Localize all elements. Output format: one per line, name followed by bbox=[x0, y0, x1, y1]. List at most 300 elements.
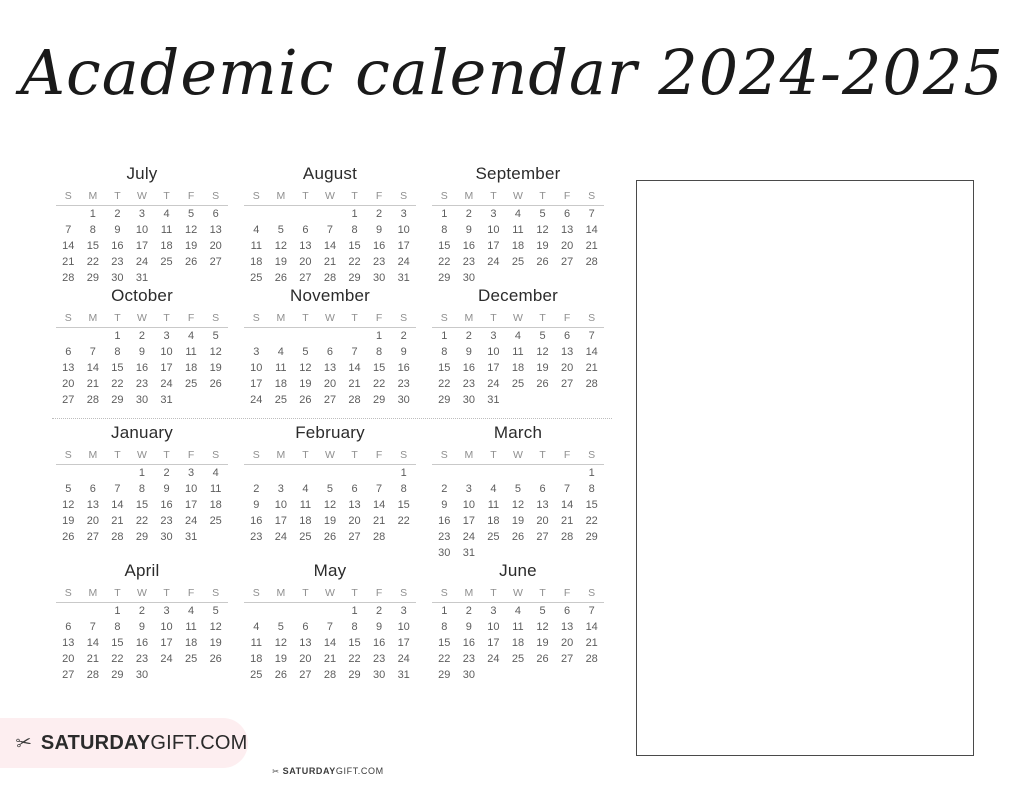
day-cell[interactable]: 28 bbox=[348, 394, 361, 406]
day-cell[interactable]: 11 bbox=[250, 240, 262, 252]
day-cell[interactable]: 8 bbox=[376, 346, 383, 358]
day-cell[interactable]: 20 bbox=[560, 362, 574, 374]
day-cell[interactable]: 19 bbox=[511, 515, 525, 527]
day-cell[interactable]: 2 bbox=[253, 483, 260, 495]
day-cell[interactable]: 19 bbox=[274, 653, 287, 665]
day-cell[interactable]: 31 bbox=[462, 547, 475, 559]
day-cell[interactable]: 22 bbox=[111, 378, 124, 390]
day-cell[interactable]: 27 bbox=[560, 256, 574, 268]
day-cell[interactable]: 26 bbox=[274, 272, 287, 284]
day-cell[interactable]: 18 bbox=[487, 515, 500, 527]
day-cell[interactable]: 25 bbox=[274, 394, 287, 406]
day-cell[interactable]: 24 bbox=[274, 531, 287, 543]
day-cell[interactable]: 20 bbox=[62, 378, 75, 390]
day-cell[interactable]: 9 bbox=[376, 621, 383, 633]
day-cell[interactable]: 21 bbox=[323, 653, 337, 665]
day-cell[interactable]: 7 bbox=[326, 224, 334, 236]
day-cell[interactable]: 2 bbox=[400, 330, 407, 342]
day-cell[interactable]: 22 bbox=[348, 653, 361, 665]
day-cell[interactable]: 9 bbox=[253, 499, 260, 511]
day-cell[interactable]: 19 bbox=[536, 240, 549, 252]
day-cell[interactable]: 2 bbox=[376, 605, 383, 617]
day-cell[interactable]: 26 bbox=[274, 669, 287, 681]
day-cell[interactable]: 11 bbox=[487, 499, 500, 511]
day-cell[interactable]: 4 bbox=[514, 605, 522, 617]
day-cell[interactable]: 17 bbox=[160, 362, 173, 374]
day-cell[interactable]: 22 bbox=[438, 378, 451, 390]
day-cell[interactable]: 3 bbox=[163, 330, 170, 342]
day-cell[interactable]: 11 bbox=[160, 224, 173, 236]
day-cell[interactable]: 25 bbox=[250, 669, 263, 681]
day-cell[interactable]: 29 bbox=[111, 669, 124, 681]
day-cell[interactable]: 22 bbox=[438, 653, 451, 665]
day-cell[interactable]: 4 bbox=[253, 224, 260, 236]
day-cell[interactable]: 7 bbox=[326, 621, 334, 633]
day-cell[interactable]: 19 bbox=[536, 362, 549, 374]
day-cell[interactable]: 8 bbox=[441, 224, 448, 236]
day-cell[interactable]: 16 bbox=[372, 240, 386, 252]
day-cell[interactable]: 24 bbox=[160, 378, 173, 390]
day-cell[interactable]: 17 bbox=[487, 362, 500, 374]
day-cell[interactable]: 11 bbox=[250, 637, 262, 649]
day-cell[interactable]: 19 bbox=[62, 515, 75, 527]
day-cell[interactable]: 18 bbox=[184, 637, 198, 649]
day-cell[interactable]: 18 bbox=[209, 499, 222, 511]
day-cell[interactable]: 13 bbox=[323, 362, 337, 374]
day-cell[interactable]: 7 bbox=[89, 346, 96, 358]
day-cell[interactable]: 8 bbox=[351, 621, 358, 633]
day-cell[interactable]: 26 bbox=[209, 653, 222, 665]
day-cell[interactable]: 4 bbox=[188, 605, 195, 617]
day-cell[interactable]: 21 bbox=[585, 240, 598, 252]
day-cell[interactable]: 5 bbox=[326, 483, 334, 495]
day-cell[interactable]: 13 bbox=[209, 224, 222, 236]
day-cell[interactable]: 24 bbox=[250, 394, 263, 406]
day-cell[interactable]: 17 bbox=[397, 240, 410, 252]
day-cell[interactable]: 3 bbox=[400, 208, 407, 220]
day-cell[interactable]: 27 bbox=[209, 256, 222, 268]
day-cell[interactable]: 23 bbox=[372, 653, 386, 665]
day-cell[interactable]: 8 bbox=[400, 483, 407, 495]
day-cell[interactable]: 20 bbox=[299, 653, 312, 665]
day-cell[interactable]: 17 bbox=[184, 499, 198, 511]
day-cell[interactable]: 5 bbox=[539, 605, 546, 617]
day-cell[interactable]: 25 bbox=[184, 653, 198, 665]
day-cell[interactable]: 16 bbox=[397, 362, 410, 374]
day-cell[interactable]: 30 bbox=[397, 394, 410, 406]
day-cell[interactable]: 28 bbox=[323, 272, 337, 284]
day-cell[interactable]: 18 bbox=[511, 240, 525, 252]
day-cell[interactable]: 1 bbox=[376, 330, 383, 342]
day-cell[interactable]: 13 bbox=[62, 637, 75, 649]
day-cell[interactable]: 12 bbox=[323, 499, 337, 511]
day-cell[interactable]: 6 bbox=[302, 621, 309, 633]
day-cell[interactable]: 22 bbox=[348, 256, 361, 268]
day-cell[interactable]: 2 bbox=[114, 208, 121, 220]
day-cell[interactable]: 12 bbox=[62, 499, 75, 511]
day-cell[interactable]: 6 bbox=[564, 605, 571, 617]
day-cell[interactable]: 1 bbox=[441, 208, 448, 220]
day-cell[interactable]: 22 bbox=[111, 653, 124, 665]
day-cell[interactable]: 30 bbox=[462, 669, 475, 681]
day-cell[interactable]: 13 bbox=[560, 621, 574, 633]
day-cell[interactable]: 20 bbox=[536, 515, 549, 527]
day-cell[interactable]: 10 bbox=[487, 346, 500, 358]
day-cell[interactable]: 23 bbox=[462, 378, 475, 390]
day-cell[interactable]: 14 bbox=[62, 240, 75, 252]
day-cell[interactable]: 14 bbox=[86, 362, 99, 374]
day-cell[interactable]: 24 bbox=[184, 515, 198, 527]
day-cell[interactable]: 9 bbox=[441, 499, 448, 511]
day-cell[interactable]: 17 bbox=[487, 240, 500, 252]
day-cell[interactable]: 11 bbox=[512, 621, 524, 633]
day-cell[interactable]: 25 bbox=[487, 531, 500, 543]
day-cell[interactable]: 9 bbox=[138, 346, 146, 358]
day-cell[interactable]: 30 bbox=[160, 531, 173, 543]
day-cell[interactable]: 11 bbox=[299, 499, 312, 511]
day-cell[interactable]: 11 bbox=[185, 346, 197, 358]
day-cell[interactable]: 12 bbox=[511, 499, 525, 511]
day-cell[interactable]: 22 bbox=[438, 256, 451, 268]
day-cell[interactable]: 15 bbox=[585, 499, 598, 511]
day-cell[interactable]: 14 bbox=[585, 346, 598, 358]
day-cell[interactable]: 12 bbox=[536, 346, 549, 358]
day-cell[interactable]: 28 bbox=[86, 394, 99, 406]
day-cell[interactable]: 6 bbox=[65, 346, 72, 358]
day-cell[interactable]: 1 bbox=[138, 467, 146, 479]
day-cell[interactable]: 7 bbox=[588, 330, 595, 342]
day-cell[interactable]: 7 bbox=[89, 621, 96, 633]
day-cell[interactable]: 6 bbox=[351, 483, 358, 495]
day-cell[interactable]: 11 bbox=[512, 346, 524, 358]
day-cell[interactable]: 23 bbox=[372, 256, 386, 268]
day-cell[interactable]: 14 bbox=[585, 224, 598, 236]
day-cell[interactable]: 10 bbox=[250, 362, 263, 374]
day-cell[interactable]: 19 bbox=[209, 637, 222, 649]
day-cell[interactable]: 2 bbox=[465, 605, 472, 617]
day-cell[interactable]: 21 bbox=[62, 256, 75, 268]
day-cell[interactable]: 19 bbox=[536, 637, 549, 649]
day-cell[interactable]: 8 bbox=[588, 483, 595, 495]
day-cell[interactable]: 23 bbox=[135, 653, 149, 665]
day-cell[interactable]: 12 bbox=[209, 346, 222, 358]
day-cell[interactable]: 28 bbox=[111, 531, 124, 543]
day-cell[interactable]: 30 bbox=[462, 394, 475, 406]
day-cell[interactable]: 7 bbox=[564, 483, 571, 495]
day-cell[interactable]: 29 bbox=[111, 394, 124, 406]
day-cell[interactable]: 5 bbox=[514, 483, 522, 495]
day-cell[interactable]: 6 bbox=[65, 621, 72, 633]
day-cell[interactable]: 11 bbox=[209, 483, 222, 495]
day-cell[interactable]: 9 bbox=[163, 483, 170, 495]
day-cell[interactable]: 5 bbox=[212, 330, 219, 342]
day-cell[interactable]: 15 bbox=[135, 499, 149, 511]
day-cell[interactable]: 17 bbox=[160, 637, 173, 649]
day-cell[interactable]: 23 bbox=[250, 531, 263, 543]
day-cell[interactable]: 8 bbox=[441, 621, 448, 633]
day-cell[interactable]: 30 bbox=[372, 272, 386, 284]
day-cell[interactable]: 14 bbox=[560, 499, 574, 511]
day-cell[interactable]: 20 bbox=[62, 653, 75, 665]
day-cell[interactable]: 28 bbox=[585, 653, 598, 665]
day-cell[interactable]: 27 bbox=[323, 394, 337, 406]
day-cell[interactable]: 13 bbox=[299, 240, 312, 252]
day-cell[interactable]: 21 bbox=[348, 378, 361, 390]
day-cell[interactable]: 19 bbox=[274, 256, 287, 268]
day-cell[interactable]: 3 bbox=[188, 467, 195, 479]
day-cell[interactable]: 18 bbox=[160, 240, 173, 252]
day-cell[interactable]: 10 bbox=[160, 621, 173, 633]
day-cell[interactable]: 25 bbox=[511, 653, 525, 665]
day-cell[interactable]: 4 bbox=[188, 330, 195, 342]
day-cell[interactable]: 13 bbox=[560, 224, 574, 236]
day-cell[interactable]: 31 bbox=[160, 394, 173, 406]
day-cell[interactable]: 10 bbox=[397, 621, 410, 633]
day-cell[interactable]: 27 bbox=[560, 378, 574, 390]
day-cell[interactable]: 28 bbox=[86, 669, 99, 681]
day-cell[interactable]: 3 bbox=[253, 346, 260, 358]
day-cell[interactable]: 21 bbox=[560, 515, 574, 527]
day-cell[interactable]: 8 bbox=[351, 224, 358, 236]
day-cell[interactable]: 16 bbox=[438, 515, 451, 527]
day-cell[interactable]: 1 bbox=[441, 605, 448, 617]
day-cell[interactable]: 9 bbox=[138, 621, 146, 633]
day-cell[interactable]: 31 bbox=[397, 669, 410, 681]
day-cell[interactable]: 10 bbox=[160, 346, 173, 358]
day-cell[interactable]: 29 bbox=[438, 272, 451, 284]
day-cell[interactable]: 9 bbox=[465, 224, 472, 236]
day-cell[interactable]: 21 bbox=[372, 515, 386, 527]
day-cell[interactable]: 18 bbox=[511, 637, 525, 649]
day-cell[interactable]: 4 bbox=[514, 208, 522, 220]
day-cell[interactable]: 26 bbox=[536, 378, 549, 390]
day-cell[interactable]: 12 bbox=[274, 637, 287, 649]
day-cell[interactable]: 7 bbox=[588, 208, 595, 220]
day-cell[interactable]: 19 bbox=[209, 362, 222, 374]
day-cell[interactable]: 22 bbox=[86, 256, 99, 268]
day-cell[interactable]: 29 bbox=[86, 272, 99, 284]
day-cell[interactable]: 4 bbox=[490, 483, 497, 495]
day-cell[interactable]: 14 bbox=[111, 499, 124, 511]
day-cell[interactable]: 28 bbox=[372, 531, 386, 543]
day-cell[interactable]: 15 bbox=[372, 362, 386, 374]
day-cell[interactable]: 4 bbox=[277, 346, 284, 358]
day-cell[interactable]: 16 bbox=[160, 499, 173, 511]
day-cell[interactable]: 9 bbox=[465, 621, 472, 633]
day-cell[interactable]: 25 bbox=[209, 515, 222, 527]
day-cell[interactable]: 8 bbox=[441, 346, 448, 358]
day-cell[interactable]: 15 bbox=[111, 637, 124, 649]
day-cell[interactable]: 25 bbox=[299, 531, 312, 543]
day-cell[interactable]: 19 bbox=[184, 240, 198, 252]
day-cell[interactable]: 30 bbox=[372, 669, 386, 681]
day-cell[interactable]: 17 bbox=[135, 240, 149, 252]
day-cell[interactable]: 30 bbox=[111, 272, 124, 284]
day-cell[interactable]: 3 bbox=[490, 330, 497, 342]
day-cell[interactable]: 14 bbox=[323, 637, 337, 649]
day-cell[interactable]: 15 bbox=[397, 499, 410, 511]
day-cell[interactable]: 1 bbox=[588, 467, 595, 479]
day-cell[interactable]: 2 bbox=[138, 605, 146, 617]
day-cell[interactable]: 6 bbox=[212, 208, 219, 220]
day-cell[interactable]: 17 bbox=[250, 378, 263, 390]
day-cell[interactable]: 10 bbox=[274, 499, 287, 511]
day-cell[interactable]: 15 bbox=[348, 637, 361, 649]
day-cell[interactable]: 30 bbox=[438, 547, 451, 559]
day-cell[interactable]: 5 bbox=[212, 605, 219, 617]
day-cell[interactable]: 5 bbox=[65, 483, 72, 495]
day-cell[interactable]: 16 bbox=[462, 240, 475, 252]
day-cell[interactable]: 13 bbox=[536, 499, 549, 511]
day-cell[interactable]: 24 bbox=[462, 531, 475, 543]
day-cell[interactable]: 27 bbox=[560, 653, 574, 665]
day-cell[interactable]: 1 bbox=[114, 605, 121, 617]
day-cell[interactable]: 28 bbox=[585, 378, 598, 390]
day-cell[interactable]: 29 bbox=[135, 531, 149, 543]
day-cell[interactable]: 26 bbox=[184, 256, 198, 268]
day-cell[interactable]: 24 bbox=[487, 653, 500, 665]
day-cell[interactable]: 13 bbox=[560, 346, 574, 358]
day-cell[interactable]: 30 bbox=[462, 272, 475, 284]
day-cell[interactable]: 17 bbox=[274, 515, 287, 527]
day-cell[interactable]: 20 bbox=[560, 240, 574, 252]
day-cell[interactable]: 28 bbox=[323, 669, 337, 681]
day-cell[interactable]: 1 bbox=[441, 330, 448, 342]
day-cell[interactable]: 31 bbox=[397, 272, 410, 284]
day-cell[interactable]: 16 bbox=[372, 637, 386, 649]
day-cell[interactable]: 7 bbox=[588, 605, 595, 617]
day-cell[interactable]: 5 bbox=[539, 208, 546, 220]
day-cell[interactable]: 29 bbox=[438, 394, 451, 406]
day-cell[interactable]: 13 bbox=[86, 499, 99, 511]
day-cell[interactable]: 16 bbox=[135, 362, 149, 374]
day-cell[interactable]: 23 bbox=[462, 256, 475, 268]
day-cell[interactable]: 7 bbox=[65, 224, 72, 236]
day-cell[interactable]: 18 bbox=[511, 362, 525, 374]
day-cell[interactable]: 31 bbox=[184, 531, 198, 543]
day-cell[interactable]: 10 bbox=[487, 621, 500, 633]
day-cell[interactable]: 28 bbox=[560, 531, 574, 543]
day-cell[interactable]: 5 bbox=[188, 208, 195, 220]
day-cell[interactable]: 9 bbox=[400, 346, 407, 358]
day-cell[interactable]: 15 bbox=[111, 362, 124, 374]
day-cell[interactable]: 3 bbox=[163, 605, 170, 617]
day-cell[interactable]: 29 bbox=[348, 272, 361, 284]
day-cell[interactable]: 24 bbox=[160, 653, 173, 665]
day-cell[interactable]: 8 bbox=[138, 483, 146, 495]
day-cell[interactable]: 8 bbox=[114, 621, 121, 633]
day-cell[interactable]: 9 bbox=[376, 224, 383, 236]
day-cell[interactable]: 10 bbox=[397, 224, 410, 236]
day-cell[interactable]: 22 bbox=[372, 378, 386, 390]
day-cell[interactable]: 23 bbox=[462, 653, 475, 665]
day-cell[interactable]: 21 bbox=[585, 362, 598, 374]
day-cell[interactable]: 30 bbox=[135, 669, 149, 681]
day-cell[interactable]: 8 bbox=[89, 224, 96, 236]
day-cell[interactable]: 9 bbox=[465, 346, 472, 358]
day-cell[interactable]: 3 bbox=[400, 605, 407, 617]
day-cell[interactable]: 23 bbox=[397, 378, 410, 390]
day-cell[interactable]: 16 bbox=[250, 515, 263, 527]
day-cell[interactable]: 8 bbox=[114, 346, 121, 358]
day-cell[interactable]: 27 bbox=[62, 394, 75, 406]
day-cell[interactable]: 26 bbox=[323, 531, 337, 543]
day-cell[interactable]: 21 bbox=[86, 378, 99, 390]
day-cell[interactable]: 27 bbox=[348, 531, 361, 543]
day-cell[interactable]: 7 bbox=[376, 483, 383, 495]
day-cell[interactable]: 2 bbox=[376, 208, 383, 220]
day-cell[interactable]: 4 bbox=[302, 483, 309, 495]
day-cell[interactable]: 26 bbox=[511, 531, 525, 543]
day-cell[interactable]: 26 bbox=[536, 256, 549, 268]
day-cell[interactable]: 14 bbox=[348, 362, 361, 374]
day-cell[interactable]: 15 bbox=[438, 637, 451, 649]
day-cell[interactable]: 28 bbox=[585, 256, 598, 268]
day-cell[interactable]: 1 bbox=[400, 467, 407, 479]
day-cell[interactable]: 6 bbox=[326, 346, 334, 358]
day-cell[interactable]: 16 bbox=[135, 637, 149, 649]
day-cell[interactable]: 7 bbox=[351, 346, 358, 358]
day-cell[interactable]: 3 bbox=[490, 605, 497, 617]
day-cell[interactable]: 18 bbox=[250, 653, 263, 665]
day-cell[interactable]: 27 bbox=[86, 531, 99, 543]
day-cell[interactable]: 5 bbox=[277, 621, 284, 633]
day-cell[interactable]: 10 bbox=[184, 483, 198, 495]
day-cell[interactable]: 23 bbox=[111, 256, 124, 268]
day-cell[interactable]: 23 bbox=[135, 378, 149, 390]
day-cell[interactable]: 27 bbox=[299, 669, 312, 681]
day-cell[interactable]: 29 bbox=[438, 669, 451, 681]
day-cell[interactable]: 20 bbox=[299, 256, 312, 268]
day-cell[interactable]: 21 bbox=[111, 515, 124, 527]
day-cell[interactable]: 6 bbox=[302, 224, 309, 236]
day-cell[interactable]: 27 bbox=[536, 531, 549, 543]
day-cell[interactable]: 14 bbox=[372, 499, 386, 511]
day-cell[interactable]: 18 bbox=[299, 515, 312, 527]
day-cell[interactable]: 24 bbox=[487, 256, 500, 268]
day-cell[interactable]: 6 bbox=[564, 330, 571, 342]
day-cell[interactable]: 12 bbox=[184, 224, 198, 236]
day-cell[interactable]: 12 bbox=[209, 621, 222, 633]
day-cell[interactable]: 26 bbox=[209, 378, 222, 390]
day-cell[interactable]: 13 bbox=[348, 499, 361, 511]
day-cell[interactable]: 12 bbox=[536, 621, 549, 633]
day-cell[interactable]: 25 bbox=[511, 378, 525, 390]
day-cell[interactable]: 9 bbox=[114, 224, 121, 236]
day-cell[interactable]: 3 bbox=[465, 483, 472, 495]
day-cell[interactable]: 23 bbox=[160, 515, 173, 527]
day-cell[interactable]: 22 bbox=[135, 515, 149, 527]
day-cell[interactable]: 31 bbox=[135, 272, 149, 284]
day-cell[interactable]: 1 bbox=[89, 208, 96, 220]
day-cell[interactable]: 11 bbox=[512, 224, 524, 236]
day-cell[interactable]: 29 bbox=[348, 669, 361, 681]
day-cell[interactable]: 1 bbox=[351, 208, 358, 220]
day-cell[interactable]: 15 bbox=[438, 240, 451, 252]
day-cell[interactable]: 15 bbox=[348, 240, 361, 252]
day-cell[interactable]: 16 bbox=[462, 362, 475, 374]
day-cell[interactable]: 29 bbox=[585, 531, 598, 543]
day-cell[interactable]: 27 bbox=[62, 669, 75, 681]
day-cell[interactable]: 19 bbox=[299, 378, 312, 390]
day-cell[interactable]: 25 bbox=[160, 256, 173, 268]
day-cell[interactable]: 18 bbox=[250, 256, 263, 268]
day-cell[interactable]: 30 bbox=[135, 394, 149, 406]
day-cell[interactable]: 13 bbox=[299, 637, 312, 649]
day-cell[interactable]: 27 bbox=[299, 272, 312, 284]
day-cell[interactable]: 2 bbox=[138, 330, 146, 342]
day-cell[interactable]: 10 bbox=[487, 224, 500, 236]
